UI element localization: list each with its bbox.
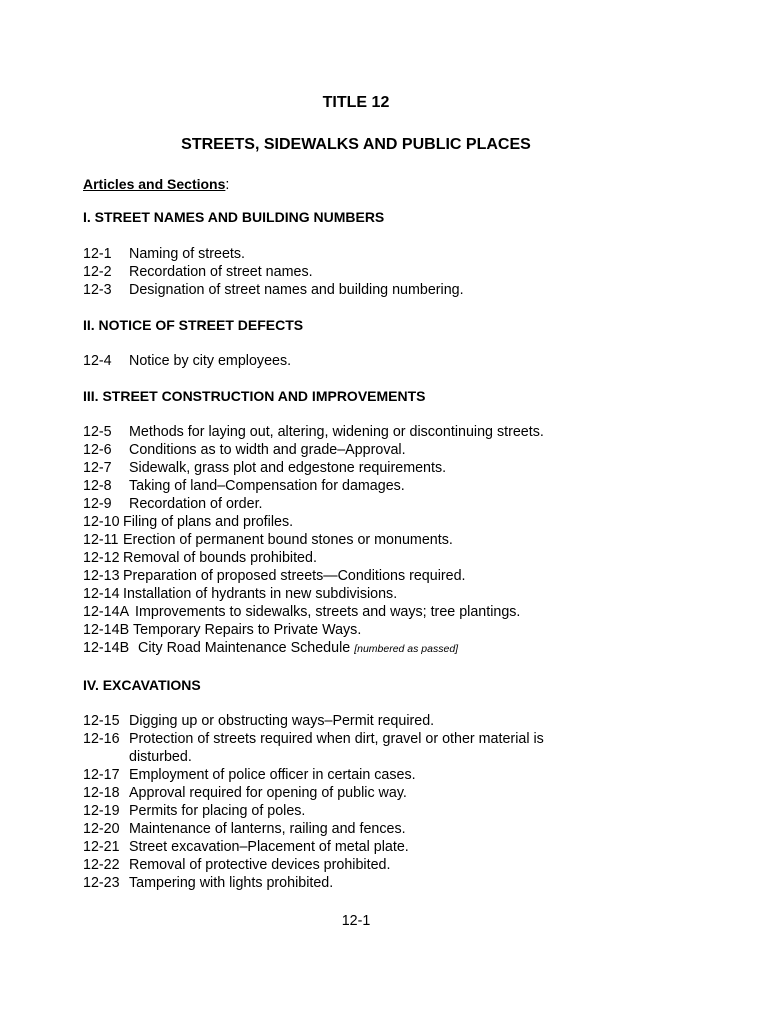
section-number: 12-13 <box>83 568 120 584</box>
section-number: 12-16 <box>83 731 120 747</box>
section-title-continuation: disturbed. <box>129 749 192 765</box>
section-title: Improvements to sidewalks, streets and ways; tree plantings. <box>135 604 521 620</box>
section-number: 12-9 <box>83 496 112 512</box>
section-title: Sidewalk, grass plot and edgestone requirements. <box>129 460 447 476</box>
section-number: 12-17 <box>83 767 120 783</box>
section-title: Protection of streets required when dirt, gravel or other material is <box>129 731 544 747</box>
section-number: 12-19 <box>83 803 120 819</box>
section-title: Erection of permanent bound stones or monuments. <box>123 532 453 548</box>
article-heading-4: IV. EXCAVATIONS <box>83 677 201 693</box>
section-title: Recordation of order. <box>129 496 263 512</box>
section-title: Street excavation–Placement of metal plate. <box>129 839 409 855</box>
contents-heading <box>83 175 229 194</box>
section-title: Recordation of street names. <box>129 264 313 280</box>
section-title: Preparation of proposed streets—Conditions required. <box>123 568 466 584</box>
section-title: Permits for placing of poles. <box>129 803 306 819</box>
section-title: Conditions as to width and grade–Approval. <box>129 442 406 458</box>
section-number: 12-4 <box>83 353 112 369</box>
section-number: 12-23 <box>83 875 120 891</box>
section-number: 12-5 <box>83 424 112 440</box>
article-heading-3: III. STREET CONSTRUCTION AND IMPROVEMENTS <box>83 388 426 404</box>
section-title: Methods for laying out, altering, widening or discontinuing streets. <box>129 424 544 440</box>
section-number: 12-12 <box>83 550 120 566</box>
section-title: Notice by city employees. <box>129 353 292 369</box>
section-title <box>138 639 458 658</box>
contents-label: Articles and Sections <box>83 176 226 192</box>
section-number: 12-14B <box>83 622 130 638</box>
section-number: 12-15 <box>83 713 120 729</box>
section-title: Maintenance of lanterns, railing and fences. <box>129 821 406 837</box>
section-title: Naming of streets. <box>129 246 246 262</box>
section-number: 12-10 <box>83 514 120 530</box>
section-number: 12-8 <box>83 478 112 494</box>
section-number: 12-14 <box>83 586 120 602</box>
section-note: [numbered as passed] <box>354 643 459 655</box>
section-title: Designation of street names and building numbering. <box>129 282 464 298</box>
section-number: 12-14B <box>83 640 130 656</box>
section-number: 12-1 <box>83 246 112 262</box>
section-title: Temporary Repairs to Private Ways. <box>133 622 362 638</box>
contents-colon: : <box>225 177 230 193</box>
section-title: Removal of protective devices prohibited. <box>129 857 391 873</box>
section-number: 12-2 <box>83 264 112 280</box>
section-number: 12-3 <box>83 282 112 298</box>
document-title: TITLE 12 <box>322 94 390 111</box>
section-number: 12-6 <box>83 442 112 458</box>
section-number: 12-22 <box>83 857 120 873</box>
section-title: Installation of hydrants in new subdivisions. <box>123 586 398 602</box>
section-number: 12-21 <box>83 839 120 855</box>
section-title: Employment of police officer in certain cases. <box>129 767 416 783</box>
section-title-text: City Road Maintenance Schedule <box>138 640 351 656</box>
section-title: Filing of plans and profiles. <box>123 514 294 530</box>
article-heading-1: I. STREET NAMES AND BUILDING NUMBERS <box>83 209 385 225</box>
page-number: 12-1 <box>341 913 371 929</box>
section-number: 12-11 <box>83 532 119 548</box>
section-number: 12-18 <box>83 785 120 801</box>
section-title: Digging up or obstructing ways–Permit required. <box>129 713 435 729</box>
section-title: Removal of bounds prohibited. <box>123 550 317 566</box>
section-number: 12-20 <box>83 821 120 837</box>
section-title: Taking of land–Compensation for damages. <box>129 478 405 494</box>
article-heading-2: II. NOTICE OF STREET DEFECTS <box>83 317 304 333</box>
section-number: 12-7 <box>83 460 112 476</box>
document-subtitle: STREETS, SIDEWALKS AND PUBLIC PLACES <box>181 136 531 153</box>
section-number: 12-14A <box>83 604 130 620</box>
section-title: Approval required for opening of public way. <box>129 785 407 801</box>
section-title: Tampering with lights prohibited. <box>129 875 334 891</box>
